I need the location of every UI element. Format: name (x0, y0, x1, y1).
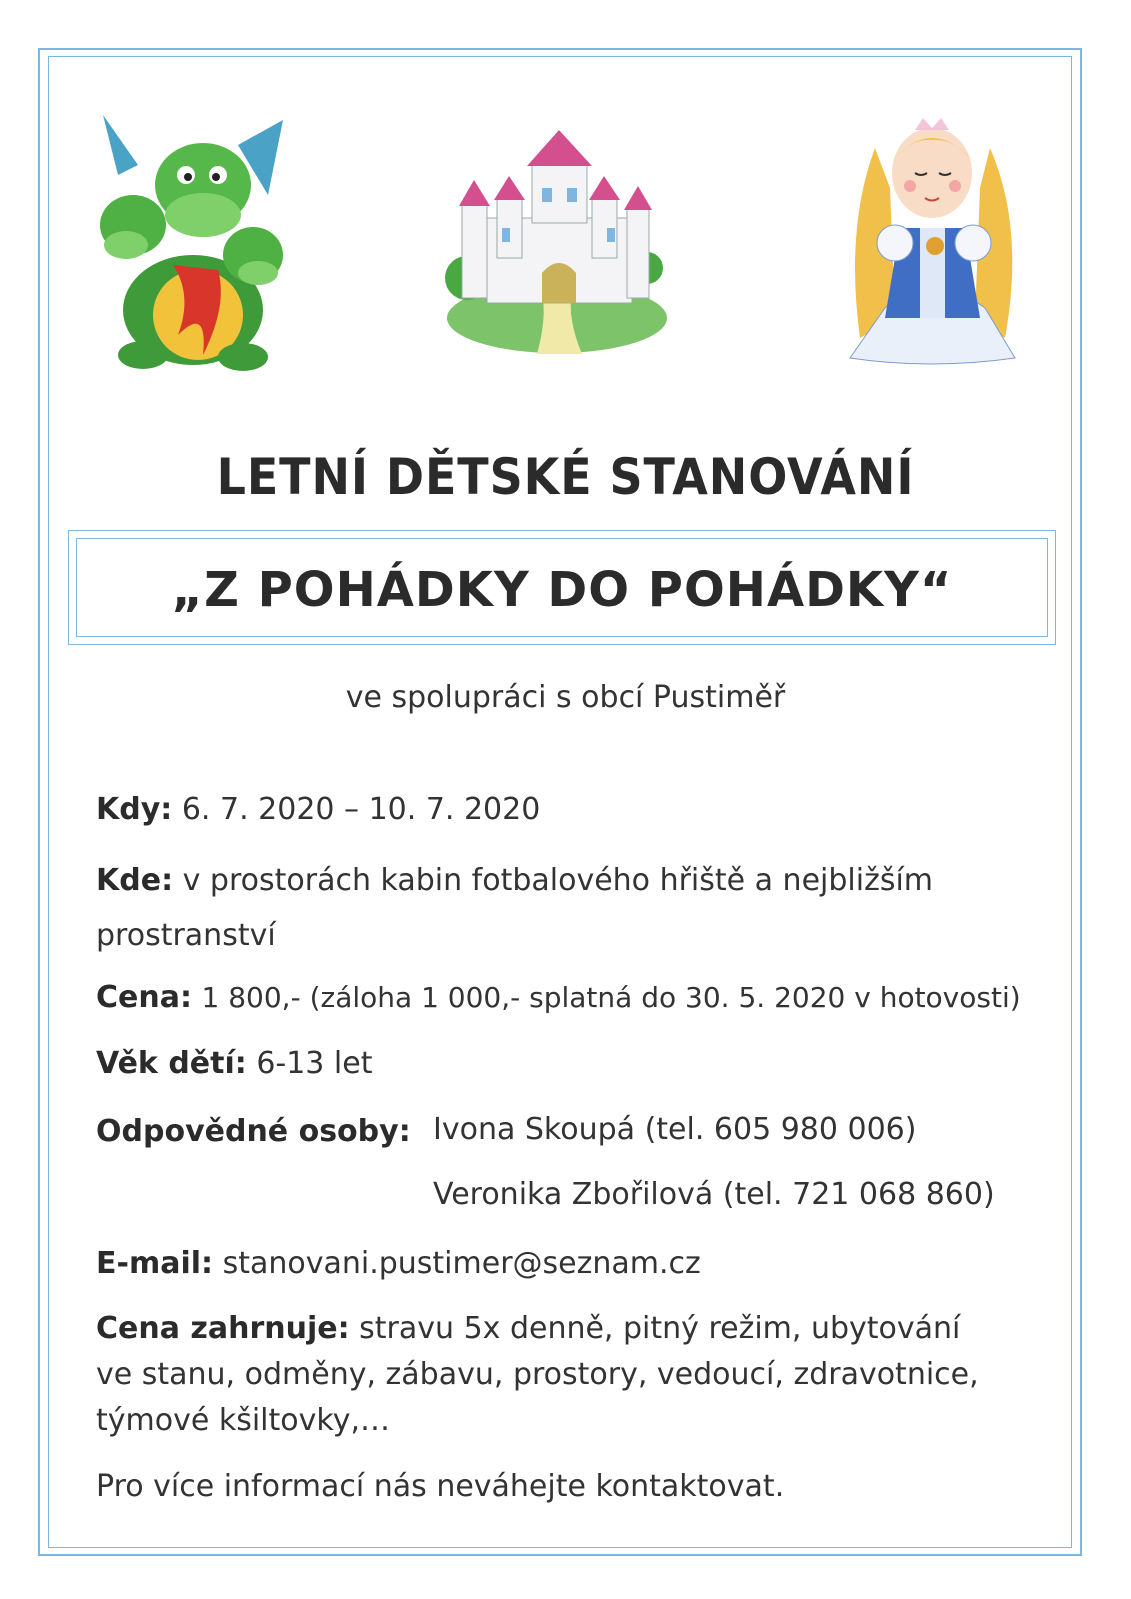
when-label: Kdy: (96, 792, 173, 827)
age-label: Věk dětí: (96, 1046, 247, 1081)
person-2: Veronika Zbořilová (tel. 721 068 860) (433, 1177, 995, 1212)
email-row (96, 1244, 701, 1285)
persons-row (96, 1112, 411, 1153)
where-value: v prostorách kabin fotbalového hřiště a nejbližším prostranství (96, 863, 934, 953)
person-1: Ivona Skoupá (tel. 605 980 006) (433, 1112, 917, 1147)
includes-label: Cena zahrnuje: (96, 1311, 350, 1346)
email-label: E-mail: (96, 1246, 214, 1281)
where-row (96, 853, 1016, 963)
where-label: Kde: (96, 863, 174, 898)
when-row (96, 790, 540, 831)
event-subtitle: „Z POHÁDKY DO POHÁDKY“ (171, 562, 953, 618)
email-value[interactable]: stanovani.pustimer@seznam.cz (222, 1246, 701, 1281)
when-value: 6. 7. 2020 – 10. 7. 2020 (181, 792, 541, 827)
page-title: LETNÍ DĚTSKÉ STANOVÁNÍ (216, 448, 915, 506)
price-label: Cena: (96, 980, 192, 1015)
more-info-line: Pro více informací nás neváhejte kontaktovat. (96, 1469, 785, 1504)
castle-illustration (442, 118, 672, 354)
price-row (96, 978, 1021, 1019)
includes-row (96, 1306, 996, 1444)
includes-value: stravu 5x denně, pitný režim, ubytování ve stanu, odměny, zábavu, prostory, vedoucí, zdravotnice, týmové kšiltovky,… (96, 1311, 979, 1438)
dragon-illustration (98, 105, 286, 377)
cooperation-line: ve spolupráci s obcí Pustiměř (345, 680, 786, 715)
persons-label: Odpovědné osoby: (96, 1114, 411, 1149)
princess-illustration (835, 108, 1030, 370)
age-row (96, 1044, 373, 1085)
price-value: 1 800,- (záloha 1 000,- splatná do 30. 5. 2020 v hotovosti) (201, 981, 1021, 1014)
age-value: 6-13 let (256, 1046, 373, 1081)
